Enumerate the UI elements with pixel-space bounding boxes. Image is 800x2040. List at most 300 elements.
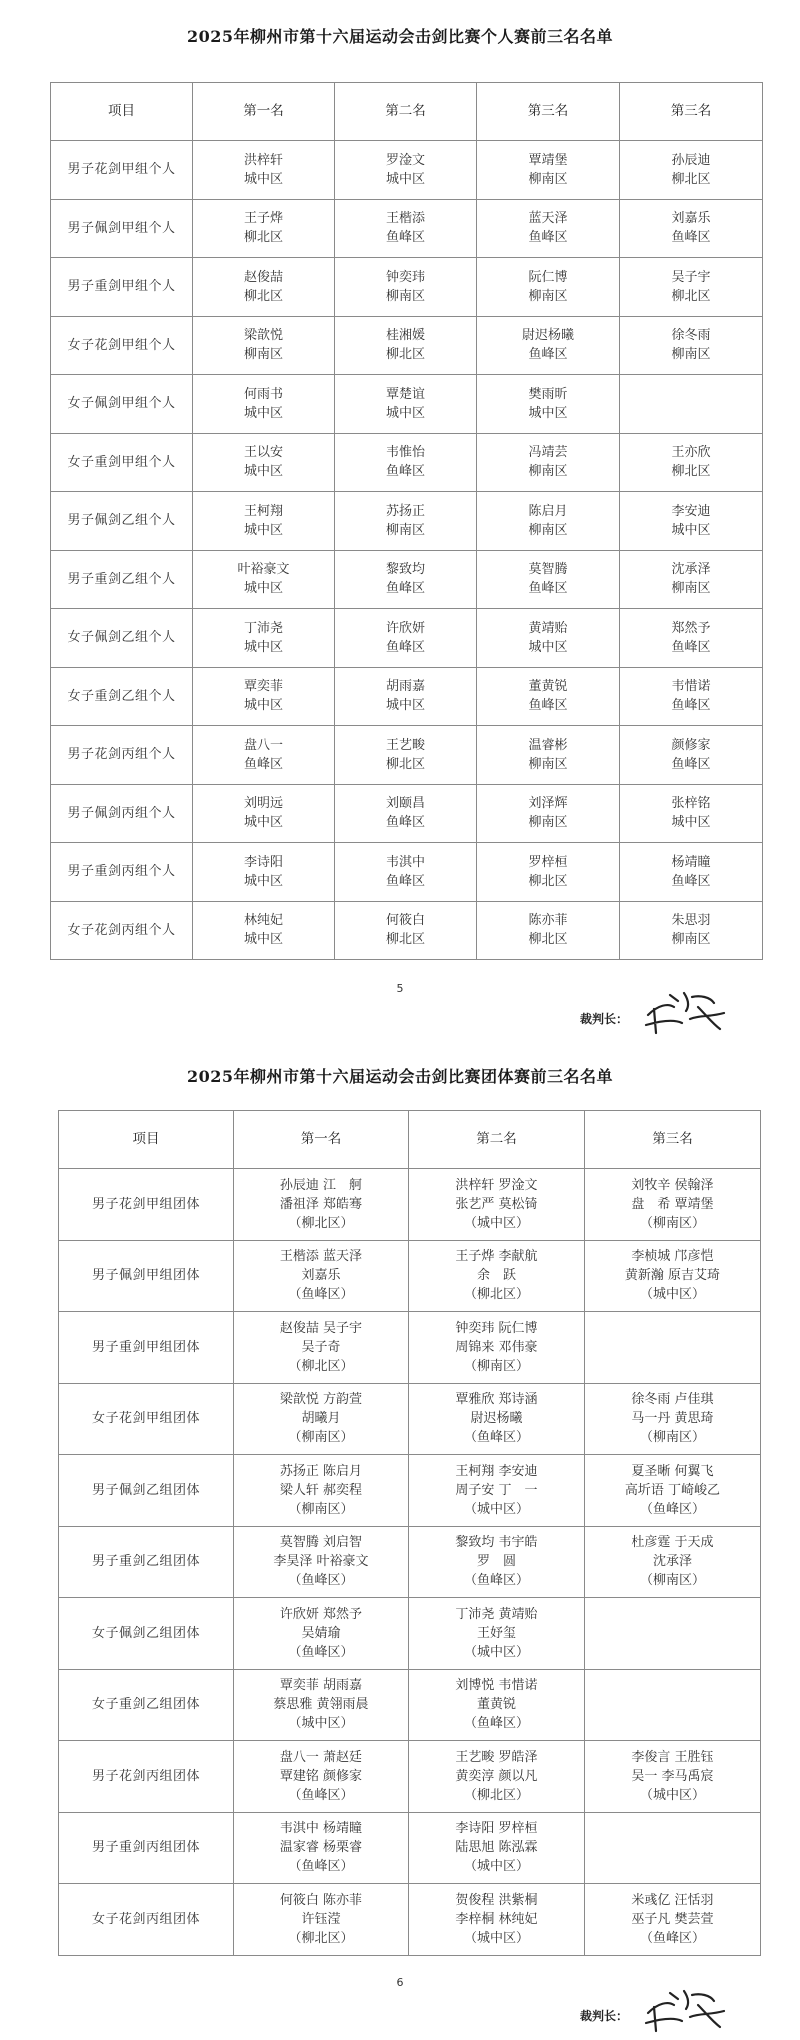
result-line: 刘博悦 韦惜诺	[455, 1678, 538, 1694]
result-line: 叶裕豪文	[237, 562, 290, 578]
result-line: 李昊泽 叶裕豪文	[273, 1554, 369, 1570]
result-line: 贺俊程 洪紫桐	[455, 1892, 538, 1908]
result-line: 柳南区	[385, 522, 425, 538]
result-cell	[620, 433, 763, 492]
result-cell	[335, 141, 477, 200]
result-line: 梁歆悦 方韵萱	[279, 1392, 363, 1408]
column-header: 项目	[51, 83, 193, 141]
result-line: 黎致均	[385, 562, 425, 578]
event-name: 男子重剑丙组团体	[59, 1812, 234, 1884]
result-cell	[477, 316, 620, 375]
event-name: 男子重剑乙组个人	[51, 550, 193, 609]
result-line: 柳南区	[528, 288, 568, 304]
result-line: 李梓桐 林纯妃	[455, 1911, 538, 1927]
result-cell	[477, 492, 620, 551]
result-line: 柳南区	[528, 522, 568, 538]
result-line: 周锦来 邓伟豪	[455, 1339, 538, 1355]
result-cell	[234, 1669, 409, 1741]
judge-signature	[640, 985, 730, 1040]
result-line: （鱼峰区）	[639, 1930, 705, 1946]
result-line: 王艺畯 罗皓泽	[455, 1749, 538, 1765]
result-cell	[477, 375, 620, 434]
result-line: 温家睿 杨栗睿	[279, 1840, 363, 1856]
result-line: 鱼峰区	[671, 698, 711, 714]
result-cell	[477, 550, 620, 609]
result-line: 覃奕菲 胡雨嘉	[279, 1678, 363, 1694]
table-row	[51, 784, 763, 843]
table-row	[51, 726, 763, 785]
result-line: 米彧亿 汪恬羽	[631, 1892, 714, 1908]
result-line: 刘颐昌	[385, 796, 425, 812]
result-line: （柳南区）	[639, 1430, 705, 1446]
result-cell	[585, 1812, 761, 1884]
result-line: 柳南区	[528, 756, 568, 772]
result-line: 柳南区	[528, 815, 568, 831]
result-line: 罗淦文	[385, 152, 425, 168]
result-cell	[620, 199, 763, 258]
result-line: 钟奕玮	[385, 269, 425, 285]
result-line: 王亦欣	[671, 445, 711, 461]
result-line: 阮仁博	[528, 269, 568, 285]
result-line: 刘牧辛 侯翰泽	[631, 1177, 714, 1193]
individual-results-table	[50, 82, 763, 960]
table-row	[59, 1526, 761, 1598]
result-cell	[620, 667, 763, 726]
result-line: （鱼峰区）	[463, 1573, 529, 1589]
result-cell	[193, 433, 335, 492]
table-row	[51, 141, 763, 200]
result-cell	[585, 1598, 761, 1670]
event-name: 女子花剑甲组个人	[51, 316, 193, 375]
result-line: 刘泽辉	[528, 796, 568, 812]
result-line: 柳南区	[385, 288, 425, 304]
result-line: 韦淇中 杨靖瞳	[279, 1821, 363, 1837]
result-line: （柳北区）	[288, 1930, 354, 1946]
result-line: 盘八一 萧赵廷	[279, 1749, 363, 1765]
table-row	[59, 1455, 761, 1527]
event-name: 女子佩剑甲组个人	[51, 375, 193, 434]
result-line: （柳北区）	[288, 1358, 354, 1374]
event-name: 男子佩剑甲组个人	[51, 199, 193, 258]
judge-signature	[640, 1983, 730, 2038]
result-line: 赵俊喆	[243, 269, 283, 285]
result-line: 吴子宇	[671, 269, 711, 285]
event-name: 男子花剑甲组团体	[59, 1169, 234, 1241]
result-line: 李俊言 王胜钰	[631, 1749, 714, 1765]
page-number: 5	[396, 982, 404, 995]
result-cell	[193, 141, 335, 200]
result-cell	[409, 1312, 585, 1384]
result-line: 李诗阳 罗梓桓	[455, 1821, 538, 1837]
result-cell	[585, 1383, 761, 1455]
column-header: 项目	[59, 1111, 234, 1169]
result-cell	[409, 1526, 585, 1598]
table-row	[51, 375, 763, 434]
result-line: （柳南区）	[288, 1430, 354, 1446]
result-cell	[620, 550, 763, 609]
result-line: 孙辰迪 江 舸	[279, 1177, 363, 1193]
result-cell	[585, 1669, 761, 1741]
result-line: （鱼峰区）	[288, 1787, 354, 1803]
result-line: 罗 圆	[476, 1554, 516, 1570]
table-row	[59, 1169, 761, 1241]
event-name: 男子重剑甲组个人	[51, 258, 193, 317]
result-cell	[620, 258, 763, 317]
result-line: 城中区	[243, 815, 283, 831]
result-cell	[409, 1455, 585, 1527]
result-line: 吴一 李马禹宸	[631, 1768, 714, 1784]
result-line: （城中区）	[463, 1215, 529, 1231]
result-line: 赵俊喆 吴子宇	[279, 1320, 363, 1336]
event-name: 男子重剑丙组个人	[51, 843, 193, 902]
result-line: 许钰滢	[301, 1911, 341, 1927]
result-line: 鱼峰区	[528, 230, 568, 246]
result-line: 周子安 丁 一	[455, 1482, 538, 1498]
event-name: 男子佩剑甲组团体	[59, 1240, 234, 1312]
result-cell	[620, 375, 763, 434]
result-line: 李安迪	[671, 503, 711, 519]
event-name: 男子重剑甲组团体	[59, 1312, 234, 1384]
table-row	[51, 843, 763, 902]
result-line: （柳南区）	[639, 1215, 705, 1231]
team-results-table	[58, 1110, 761, 1956]
result-line: 鱼峰区	[528, 581, 568, 597]
result-line: 沈承泽	[652, 1554, 692, 1570]
result-line: 陈启月	[528, 503, 568, 519]
event-name: 女子重剑乙组个人	[51, 667, 193, 726]
result-line: 城中区	[243, 522, 283, 538]
result-cell	[585, 1741, 761, 1813]
result-line: 尉迟杨曦	[521, 328, 574, 344]
result-line: 冯靖芸	[528, 445, 568, 461]
result-line: 温睿彬	[528, 737, 568, 753]
result-cell	[335, 258, 477, 317]
result-cell	[234, 1455, 409, 1527]
result-line: 丁沛尧 黄靖贻	[455, 1606, 538, 1622]
result-line: 朱思羽	[671, 913, 711, 929]
result-line: 盘八一	[243, 737, 283, 753]
result-line: 城中区	[671, 815, 711, 831]
result-line: 夏圣晰 何翼飞	[631, 1463, 714, 1479]
result-line: 王子烨	[243, 211, 283, 227]
result-line: 覃雅欣 郑诗涵	[455, 1392, 538, 1408]
result-line: 李桢城 邝彦恺	[631, 1249, 714, 1265]
result-cell	[620, 609, 763, 668]
result-cell	[620, 901, 763, 960]
result-cell	[477, 258, 620, 317]
result-line: 莫智腾	[528, 562, 568, 578]
page-number: 6	[396, 1976, 404, 1989]
table-row	[59, 1240, 761, 1312]
result-cell	[193, 375, 335, 434]
result-line: 何雨书	[243, 386, 283, 402]
result-line: 杜彦霆 于天成	[631, 1535, 714, 1551]
result-line: 胡曦月	[301, 1411, 341, 1427]
result-line: （柳南区）	[288, 1501, 354, 1517]
result-cell	[409, 1240, 585, 1312]
result-line: 钟奕玮 阮仁博	[455, 1320, 538, 1336]
result-line: 李诗阳	[243, 854, 283, 870]
result-cell	[620, 726, 763, 785]
event-name: 女子花剑丙组团体	[59, 1884, 234, 1956]
result-line: 城中区	[243, 932, 283, 948]
event-name: 男子佩剑乙组个人	[51, 492, 193, 551]
result-line: 桂湘媛	[385, 328, 425, 344]
result-line: 城中区	[243, 171, 283, 187]
table-row	[51, 258, 763, 317]
table-row	[51, 492, 763, 551]
result-cell	[335, 316, 477, 375]
result-cell	[409, 1741, 585, 1813]
result-line: 城中区	[528, 405, 568, 421]
column-header: 第二名	[409, 1111, 585, 1169]
result-cell	[335, 433, 477, 492]
result-line: 柳北区	[528, 873, 568, 889]
result-line: 覃奕菲	[243, 679, 283, 695]
result-cell	[193, 492, 335, 551]
result-cell	[193, 726, 335, 785]
result-line: 城中区	[528, 639, 568, 655]
result-cell	[477, 141, 620, 200]
result-line: 鱼峰区	[671, 230, 711, 246]
result-line: 鱼峰区	[385, 639, 425, 655]
event-name: 女子佩剑乙组团体	[59, 1598, 234, 1670]
result-line: 何筱白	[385, 913, 425, 929]
result-cell	[620, 492, 763, 551]
table-row	[51, 609, 763, 668]
event-name: 男子佩剑丙组个人	[51, 784, 193, 843]
result-line: 柳北区	[385, 756, 425, 772]
result-line: 洪梓轩 罗淦文	[455, 1177, 538, 1193]
result-line: 柳南区	[671, 581, 711, 597]
result-line: 柳北区	[671, 171, 711, 187]
result-cell	[620, 316, 763, 375]
result-cell	[234, 1741, 409, 1813]
result-line: 郑然予	[671, 620, 711, 636]
result-cell	[234, 1884, 409, 1956]
table-row	[59, 1812, 761, 1884]
column-header: 第三名	[585, 1111, 761, 1169]
result-cell	[335, 901, 477, 960]
event-name: 男子花剑丙组个人	[51, 726, 193, 785]
result-line: 柳北区	[671, 288, 711, 304]
table-row	[59, 1669, 761, 1741]
result-cell	[234, 1312, 409, 1384]
result-line: 覃建铭 颜修家	[279, 1768, 363, 1784]
result-cell	[193, 199, 335, 258]
page-1-title: 2025年柳州市第十六届运动会击剑比赛个人赛前三名名单	[186, 27, 614, 46]
table-row	[59, 1741, 761, 1813]
result-line: 陆思旭 陈泓霖	[455, 1840, 538, 1856]
column-header: 第三名	[620, 83, 763, 141]
result-cell	[335, 667, 477, 726]
table-row	[51, 316, 763, 375]
result-line: 张梓铭	[671, 796, 711, 812]
event-name: 女子重剑乙组团体	[59, 1669, 234, 1741]
result-cell	[409, 1812, 585, 1884]
result-cell	[193, 843, 335, 902]
result-line: 城中区	[243, 405, 283, 421]
table-row	[51, 901, 763, 960]
result-line: 杨靖瞳	[671, 854, 711, 870]
result-cell	[335, 609, 477, 668]
result-cell	[335, 492, 477, 551]
result-line: 马一丹 黄思琦	[631, 1411, 714, 1427]
result-cell	[335, 199, 477, 258]
result-line: 鱼峰区	[671, 873, 711, 889]
result-cell	[409, 1669, 585, 1741]
page-2-title: 2025年柳州市第十六届运动会击剑比赛团体赛前三名名单	[186, 1067, 614, 1086]
result-line: 韦惟怡	[385, 445, 425, 461]
result-line: 巫子凡 樊芸萱	[631, 1911, 714, 1927]
event-name: 女子花剑丙组个人	[51, 901, 193, 960]
result-line: （柳南区）	[463, 1358, 529, 1374]
result-line: （柳北区）	[463, 1287, 529, 1303]
result-line: 柳北区	[671, 464, 711, 480]
result-cell	[409, 1169, 585, 1241]
table-row	[51, 199, 763, 258]
result-line: 刘明远	[243, 796, 283, 812]
result-line: 王柯翔	[243, 503, 283, 519]
result-line: 鱼峰区	[528, 698, 568, 714]
result-line: （鱼峰区）	[639, 1501, 705, 1517]
result-line: （鱼峰区）	[288, 1573, 354, 1589]
result-cell	[477, 726, 620, 785]
result-cell	[620, 784, 763, 843]
result-line: 潘祖泽 郑皓骞	[279, 1196, 363, 1212]
result-line: 柳南区	[671, 932, 711, 948]
event-name: 男子花剑丙组团体	[59, 1741, 234, 1813]
result-line: 丁沛尧	[243, 620, 283, 636]
result-line: 孙辰迪	[671, 152, 711, 168]
result-line: 王柯翔 李安迪	[455, 1463, 538, 1479]
result-cell	[477, 609, 620, 668]
result-line: 鱼峰区	[385, 873, 425, 889]
result-line: 鱼峰区	[385, 230, 425, 246]
result-line: 鱼峰区	[385, 581, 425, 597]
result-line: 王楷添 蓝天泽	[279, 1249, 363, 1265]
result-cell	[335, 726, 477, 785]
result-cell	[234, 1526, 409, 1598]
result-cell	[477, 784, 620, 843]
result-line: 黄新瀚 原吉艾琦	[624, 1268, 721, 1284]
result-cell	[193, 667, 335, 726]
result-line: 刘嘉乐	[671, 211, 711, 227]
result-cell	[193, 901, 335, 960]
result-line: 王楷添	[385, 211, 425, 227]
result-line: （城中区）	[288, 1716, 354, 1732]
result-line: 城中区	[243, 639, 283, 655]
result-cell	[193, 609, 335, 668]
result-line: （鱼峰区）	[288, 1644, 354, 1660]
judge-label: 裁判长：	[580, 2009, 629, 2023]
column-header: 第一名	[234, 1111, 409, 1169]
result-line: 梁歆悦	[243, 328, 283, 344]
result-line: 吴婧瑜	[301, 1625, 341, 1641]
table-row	[51, 667, 763, 726]
result-line: （鱼峰区）	[288, 1859, 354, 1875]
result-line: 城中区	[243, 698, 283, 714]
result-line: （鱼峰区）	[288, 1287, 354, 1303]
result-line: 柳南区	[243, 347, 283, 363]
result-line: （城中区）	[463, 1501, 529, 1517]
result-cell	[585, 1240, 761, 1312]
result-line: 胡雨嘉	[385, 679, 425, 695]
event-name: 男子佩剑乙组团体	[59, 1455, 234, 1527]
event-name: 男子重剑乙组团体	[59, 1526, 234, 1598]
result-line: 徐冬雨	[671, 328, 711, 344]
result-line: （柳北区）	[463, 1787, 529, 1803]
result-line: 何筱白 陈亦菲	[279, 1892, 363, 1908]
result-line: 城中区	[385, 171, 425, 187]
result-line: 城中区	[243, 464, 283, 480]
result-cell	[234, 1598, 409, 1670]
result-line: 柳南区	[528, 171, 568, 187]
result-cell	[234, 1169, 409, 1241]
result-line: 黄奕淳 颜以凡	[455, 1768, 538, 1784]
result-line: 张艺严 莫松锜	[455, 1196, 538, 1212]
result-line: 鱼峰区	[528, 347, 568, 363]
result-line: 覃楚谊	[385, 386, 425, 402]
result-line: 董黄锐	[476, 1697, 516, 1713]
result-line: 罗梓桓	[528, 854, 568, 870]
judge-label: 裁判长：	[580, 1012, 629, 1026]
table-row	[59, 1312, 761, 1384]
result-line: 柳北区	[385, 347, 425, 363]
event-name: 女子重剑甲组个人	[51, 433, 193, 492]
result-cell	[193, 258, 335, 317]
result-line: 陈亦菲	[528, 913, 568, 929]
result-line: 城中区	[385, 405, 425, 421]
table-row	[51, 550, 763, 609]
result-cell	[409, 1383, 585, 1455]
result-line: 覃靖堡	[528, 152, 568, 168]
result-cell	[335, 843, 477, 902]
result-line: 苏扬正	[385, 503, 425, 519]
result-cell	[409, 1884, 585, 1956]
result-line: 韦惜诺	[671, 679, 711, 695]
result-line: 柳北区	[385, 932, 425, 948]
result-cell	[193, 550, 335, 609]
result-line: 林纯妃	[243, 913, 283, 929]
result-line: 颜修家	[671, 737, 711, 753]
column-header: 第一名	[193, 83, 335, 141]
result-cell	[477, 667, 620, 726]
result-cell	[585, 1312, 761, 1384]
table-row	[59, 1598, 761, 1670]
result-cell	[477, 199, 620, 258]
result-line: （城中区）	[463, 1859, 529, 1875]
result-cell	[585, 1884, 761, 1956]
column-header: 第三名	[477, 83, 620, 141]
result-cell	[193, 316, 335, 375]
result-line: 沈承泽	[671, 562, 711, 578]
result-line: （柳南区）	[639, 1573, 705, 1589]
result-line: 余 跃	[476, 1268, 516, 1284]
result-line: 蓝天泽	[528, 211, 568, 227]
result-line: 苏扬正 陈启月	[279, 1463, 363, 1479]
result-cell	[409, 1598, 585, 1670]
result-line: 刘嘉乐	[301, 1268, 341, 1284]
result-line: 柳北区	[243, 230, 283, 246]
result-line: 韦淇中	[385, 854, 425, 870]
result-line: 王子烨 李献航	[455, 1249, 538, 1265]
result-line: 鱼峰区	[385, 464, 425, 480]
result-line: （鱼峰区）	[463, 1716, 529, 1732]
result-cell	[585, 1455, 761, 1527]
result-cell	[335, 784, 477, 843]
result-cell	[234, 1812, 409, 1884]
